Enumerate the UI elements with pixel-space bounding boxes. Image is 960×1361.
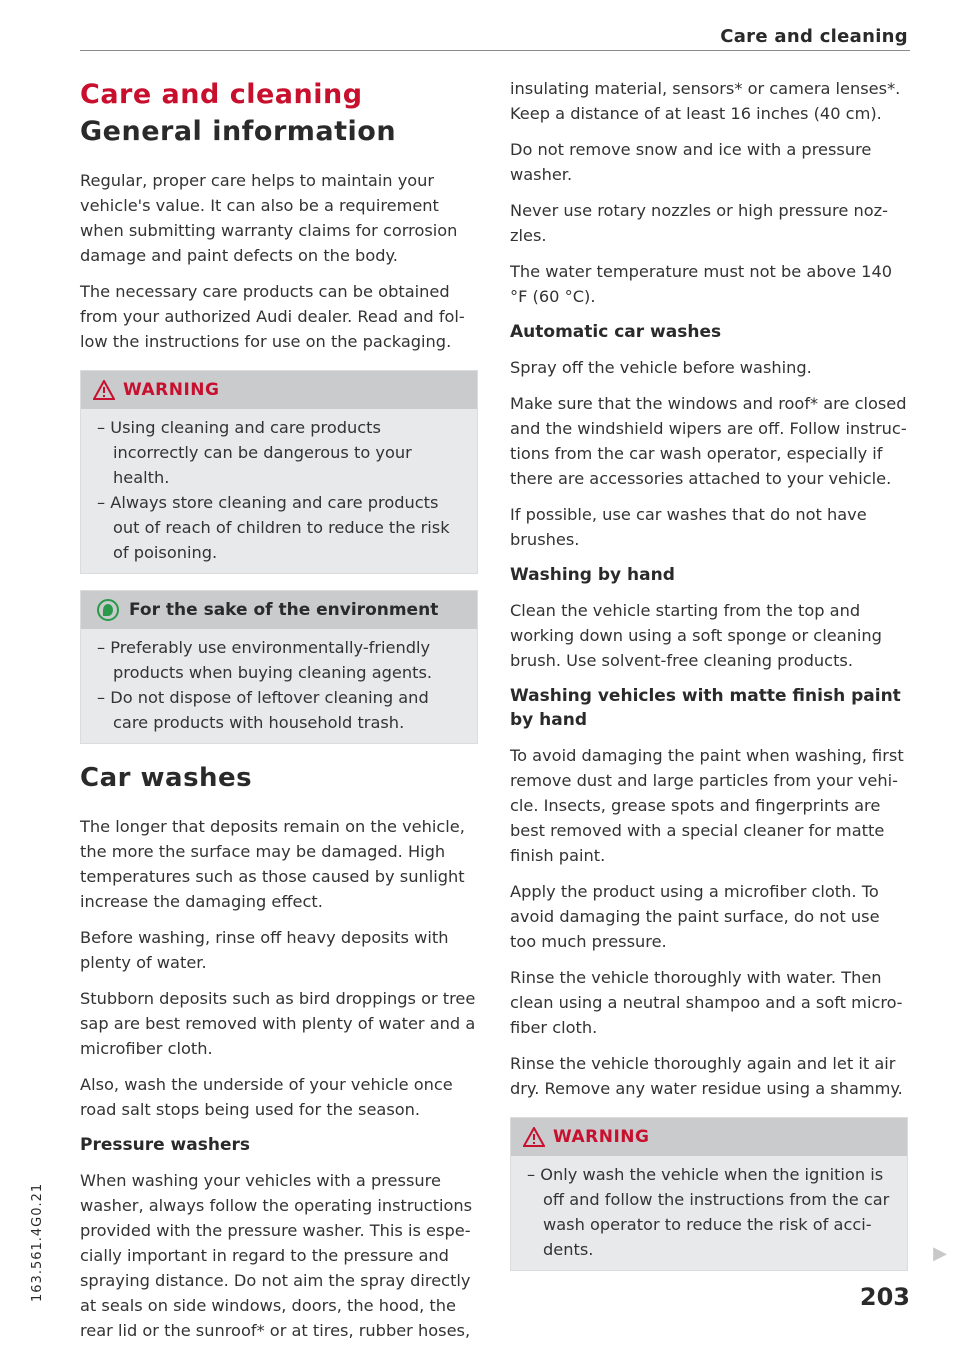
environment-title: For the sake of the environment	[129, 600, 439, 620]
warning-triangle-icon	[93, 380, 115, 400]
environment-box	[80, 590, 478, 744]
subheading-matte-finish: Washing vehicles with matte finish paint by hand	[510, 686, 901, 730]
paragraph: Rinse the vehicle thoroughly again and let it air dry. Remove any water residue using a shammy.	[510, 1054, 903, 1098]
list-item: – Preferably use environmentally-friendly products when buying cleaning agents.	[93, 635, 463, 685]
subheading-automatic-car-washes: Automatic car washes	[510, 322, 722, 342]
paragraph: Regular, proper care helps to maintain your vehicle's value. It can also be a requirement when submitting warranty claims for corrosion damage and paint defects on the body.	[80, 171, 458, 265]
paragraph: The water temperature must not be above 140 °F (60 °C).	[510, 262, 893, 306]
left-column	[80, 74, 478, 1354]
environment-leaf-icon	[97, 599, 119, 621]
chapter-title: Care and cleaning	[80, 79, 363, 110]
subheading-washing-by-hand: Washing by hand	[510, 565, 675, 585]
paragraph: If possible, use car washes that do not have brushes.	[510, 505, 867, 549]
paragraph: To avoid damaging the paint when washing, first remove dust and large particles from your vehicle. Insects, grease spots and fingerprints are best removed with a special cleaner for matte finish paint.	[510, 746, 904, 865]
environment-list	[81, 635, 477, 735]
warning-list	[511, 1162, 907, 1262]
paragraph: Make sure that the windows and roof* are closed and the windshield wipers are off. Follow instructions from the car wash operator, especially if there are accessories attached to your vehicle.	[510, 394, 907, 488]
warning-header	[81, 371, 477, 409]
warning-title: WARNING	[123, 380, 220, 400]
paragraph: The longer that deposits remain on the vehicle, the more the surface may be damaged. High temperatures such as those caused by sunlight increase the damaging effect.	[80, 817, 465, 911]
running-header: Care and cleaning	[720, 26, 908, 47]
list-item: – Using cleaning and care products incorrectly can be dangerous to your health.	[93, 415, 463, 490]
paragraph: Stubborn deposits such as bird droppings or tree sap are best removed with plenty of water and a microfiber cloth.	[80, 989, 476, 1058]
paragraph: When washing your vehicles with a pressure washer, always follow the operating instructions provided with the pressure washer. This is especially important in regard to the pressure and spraying distance. Do not aim the spray directly at seals on side windows, doors, the hood, the rear lid or the sunroof* or at tires, rubber hoses,	[80, 1171, 473, 1340]
paragraph: Do not remove snow and ice with a pressure washer.	[510, 140, 872, 184]
header-rule	[80, 50, 910, 51]
section-title-general: General information	[80, 116, 397, 147]
warning-header	[511, 1118, 907, 1156]
environment-header	[81, 591, 477, 629]
list-item: – Do not dispose of leftover cleaning and care products with household trash.	[93, 685, 463, 735]
paragraph: Never use rotary nozzles or high pressure nozzles.	[510, 201, 888, 245]
paragraph: Clean the vehicle starting from the top and working down using a soft sponge or cleaning brush. Use solvent-free cleaning products.	[510, 601, 882, 670]
continue-arrow-icon: ▶	[933, 1243, 947, 1264]
page-number: 203	[859, 1283, 910, 1311]
warning-list	[81, 415, 477, 565]
warning-box	[80, 370, 478, 574]
list-item: – Always store cleaning and care products out of reach of children to reduce the risk of poisoning.	[93, 490, 463, 565]
paragraph: Also, wash the underside of your vehicle once road salt stops being used for the season.	[80, 1075, 453, 1119]
right-column	[510, 76, 947, 1283]
warning-title: WARNING	[553, 1127, 650, 1147]
document-code: 163.561.4G0.21	[30, 1182, 45, 1302]
paragraph: The necessary care products can be obtained from your authorized Audi dealer. Read and follow the instructions for use on the packaging.	[80, 282, 465, 351]
warning-box	[510, 1117, 947, 1271]
list-item: – Only wash the vehicle when the ignition is off and follow the instructions from the car wash operator to reduce the risk of accidents.	[523, 1162, 893, 1262]
warning-triangle-icon	[523, 1127, 545, 1147]
paragraph: Spray off the vehicle before washing.	[510, 358, 812, 377]
paragraph: insulating material, sensors* or camera lenses*. Keep a distance of at least 16 inches (40 cm).	[510, 79, 901, 123]
paragraph: Rinse the vehicle thoroughly with water. Then clean using a neutral shampoo and a soft microfiber cloth.	[510, 968, 903, 1037]
subheading-pressure-washers: Pressure washers	[80, 1135, 250, 1155]
section-title-car-washes: Car washes	[80, 763, 253, 793]
paragraph: Before washing, rinse off heavy deposits with plenty of water.	[80, 928, 449, 972]
paragraph: Apply the product using a microfiber cloth. To avoid damaging the paint surface, do not use too much pressure.	[510, 882, 880, 951]
